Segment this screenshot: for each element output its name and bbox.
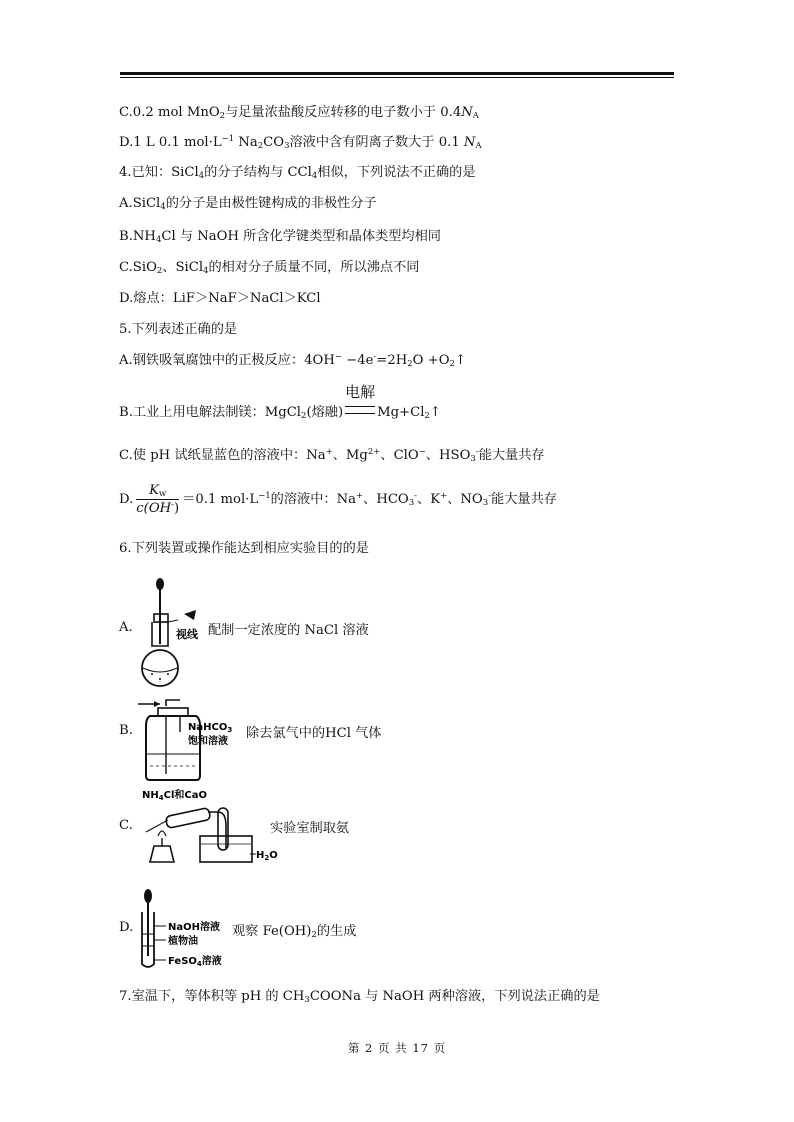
q5-option-d: D. $\frac{K_w}{c(OH^-)}$ ＝0.1 $mol\cdot L^{-1}$的溶液中：Na+、$HCO_3^-$、K+、$NO_3^-$能大量共存 [119,483,557,516]
kw-fraction: $\frac{K_w}{c(OH^-)}$ [136,483,180,516]
sightline-label: 视线 [176,628,198,641]
ammonia-apparatus-figure [138,786,278,866]
q6-stem: 6.下列装置或操作能达到相应实验目的的是 [119,541,369,556]
svg-text:FeSO4溶液: FeSO$_4$溶液 [168,956,222,968]
q4-stem: 4.已知：SiCl$_4$的分子结构与 CCl$_4$相似，下列说法不正确的是 [119,165,476,181]
q5-option-c: C.使 pH 试纸显蓝色的溶液中：Na+、$Mg^{2+}$、ClO−、$HSO_3^-$能大量共存 [119,447,545,464]
q6-option-a-label: A. [119,620,133,635]
gas-washing-bottle-figure [138,696,248,784]
q5-stem: 5.下列表述正确的是 [119,322,238,337]
svg-text:H2O: $H_2O$ [256,850,278,862]
q3-option-d: D.1 L 0.1 $mol\cdot L^{-1}$ $Na_2CO_3$溶液中含有阴离子数大于 0.1 $N_A$ [119,134,482,151]
q6-option-d-caption: 观察 $Fe(OH)_2$的生成 [232,924,357,940]
header-rule-thin [120,77,674,78]
q6-option-a-caption: 配制一定浓度的 NaCl 溶液 [208,623,369,638]
q4-option-c: C.SiO$_2$、SiCl$_4$的相对分子质量不同，所以沸点不同 [119,260,420,276]
q5-option-a: A.钢铁吸氧腐蚀中的正极反应：$4OH^- -4e^-=2H_2O$ $+O_2↑$ [119,352,467,369]
svg-text:NH4Cl和CaO: $NH_4Cl$和CaO [142,790,207,802]
q5-option-b: B.工业上用电解法制镁：MgCl$_2$(熔融) 电解 $Mg+Cl_2↑$ [119,383,441,421]
q6-option-c-caption: 实验室制取氨 [270,821,350,836]
page-footer: 第 2 页 共 17 页 [347,1041,447,1055]
q6-option-b-label: B. [119,723,133,738]
q4-option-b: $B.NH_4Cl$ 与 NaOH 所含化学键类型和晶体类型均相同 [119,229,441,245]
header-rule-thick [120,72,674,75]
svg-text:NaHCO3: NaHCO$_3$ [188,722,233,734]
volumetric-flask-figure [138,576,206,688]
electrolysis-arrow: 电解 [343,400,377,422]
svg-text:NaOH溶液: NaOH溶液 [168,922,220,933]
q3-option-c: C.0.2 mol MnO$_2$与足量浓盐酸反应转移的电子数小于 $0.4N_A$ [119,105,479,121]
q4-option-d: D.熔点：LiF＞NaF＞NaCl＞KCl [119,291,321,306]
svg-text:饱和溶液: 饱和溶液 [188,736,228,747]
q6-option-d-label: D. [119,920,134,935]
test-tube-figure [138,888,238,972]
svg-text:植物油: 植物油 [168,936,198,947]
q6-option-b-caption: 除去氯气中的HCl 气体 [246,726,382,741]
q7-stem: 7.室温下，等体积等 pH 的 $CH_3COONa$ 与 NaOH 两种溶液，下列说法正确的是 [119,989,600,1005]
q6-option-c-label: C. [119,818,133,833]
q4-option-a: A.SiCl$_4$的分子是由极性键构成的非极性分子 [119,196,377,212]
